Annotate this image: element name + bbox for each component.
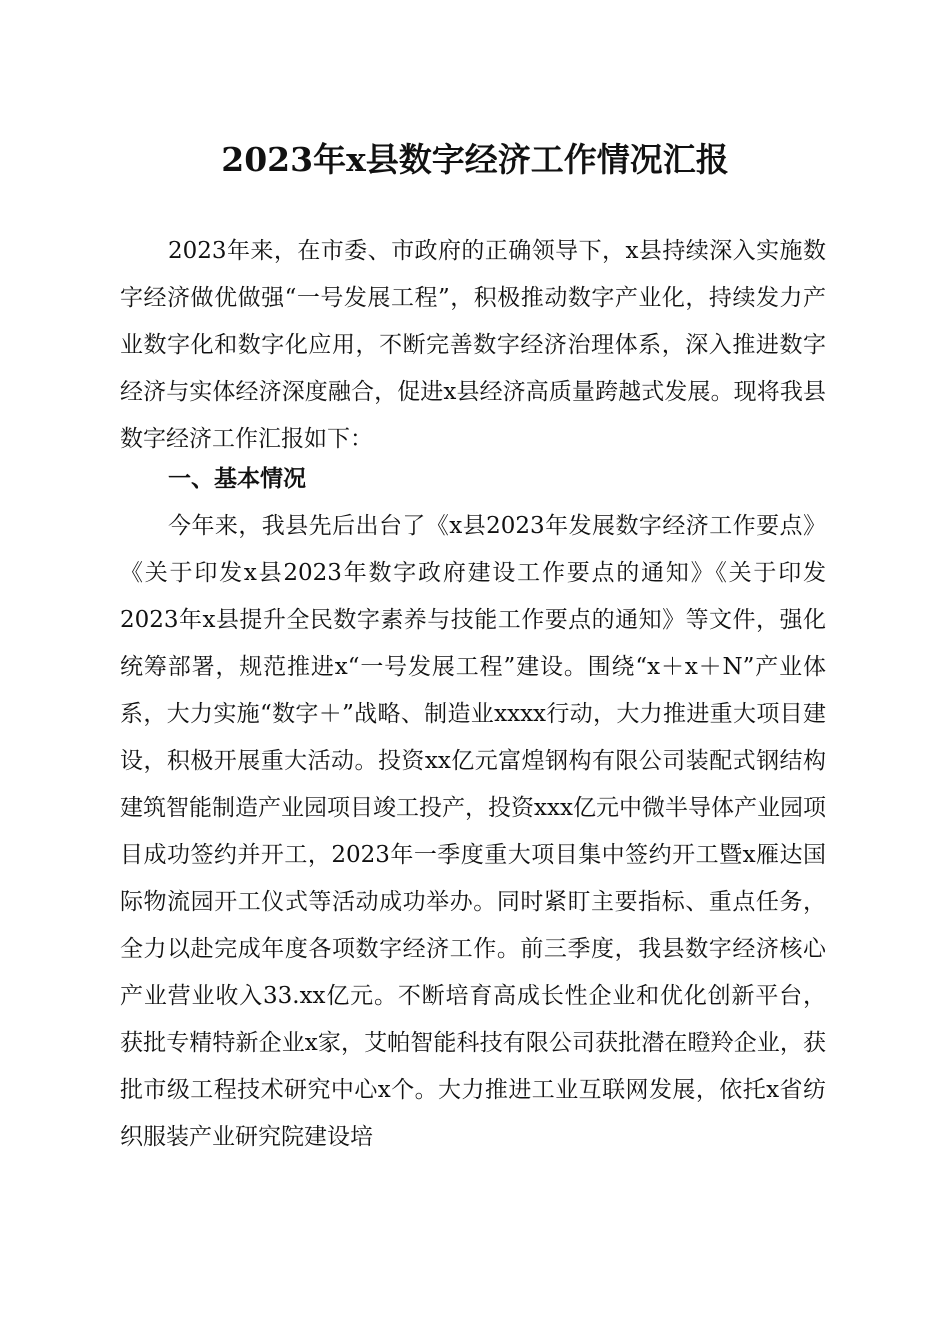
intro-paragraph: 2023年来，在市委、市政府的正确领导下，x县持续深入实施数字经济做优做强“一号发展工程”，积极推动数字产业化，持续发力产业数字化和数字化应用，不断完善数字经济治理体系，深入推进数字经济与实体经济深度融合，促进x县经济高质量跨越式发展。现将我县数字经济工作汇报如下： [120,238,826,452]
section-heading-basic-situation: 一、基本情况 [168,466,306,492]
document-title: 2023年x县数字经济工作情况汇报 [221,140,729,179]
section-1-paragraph: 今年来，我县先后出台了《x县2023年发展数字经济工作要点》《关于印发x县2023年数字政府建设工作要点的通知》《关于印发2023年x县提升全民数字素养与技能工作要点的通知》等文件，强化统筹部署，规范推进x“一号发展工程”建设。围绕“x＋x＋N”产业体系，大力实施“数字＋”战略、制造业xxxx行动，大力推进重大项目建设，积极开展重大活动。投资xx亿元富煌钢构有限公司装配式钢结构建筑智能制造产业园项目竣工投产，投资xxx亿元中微半导体产业园项目成功签约并开工，2023年一季度重大项目集中签约开工暨x雁达国际物流园开工仪式等活动成功举办。同时紧盯主要指标、重点任务，全力以赴完成年度各项数字经济工作。前三季度，我县数字经济核心产业营业收入33.xx亿元。不断培育高成长性企业和优化创新平台，获批专精特新企业x家，艾帕智能科技有限公司获批潜在瞪羚企业，获批市级工程技术研究中心x个。大力推进工业互联网发展，依托x省纺织服装产业研究院建设培 [120,513,826,1150]
